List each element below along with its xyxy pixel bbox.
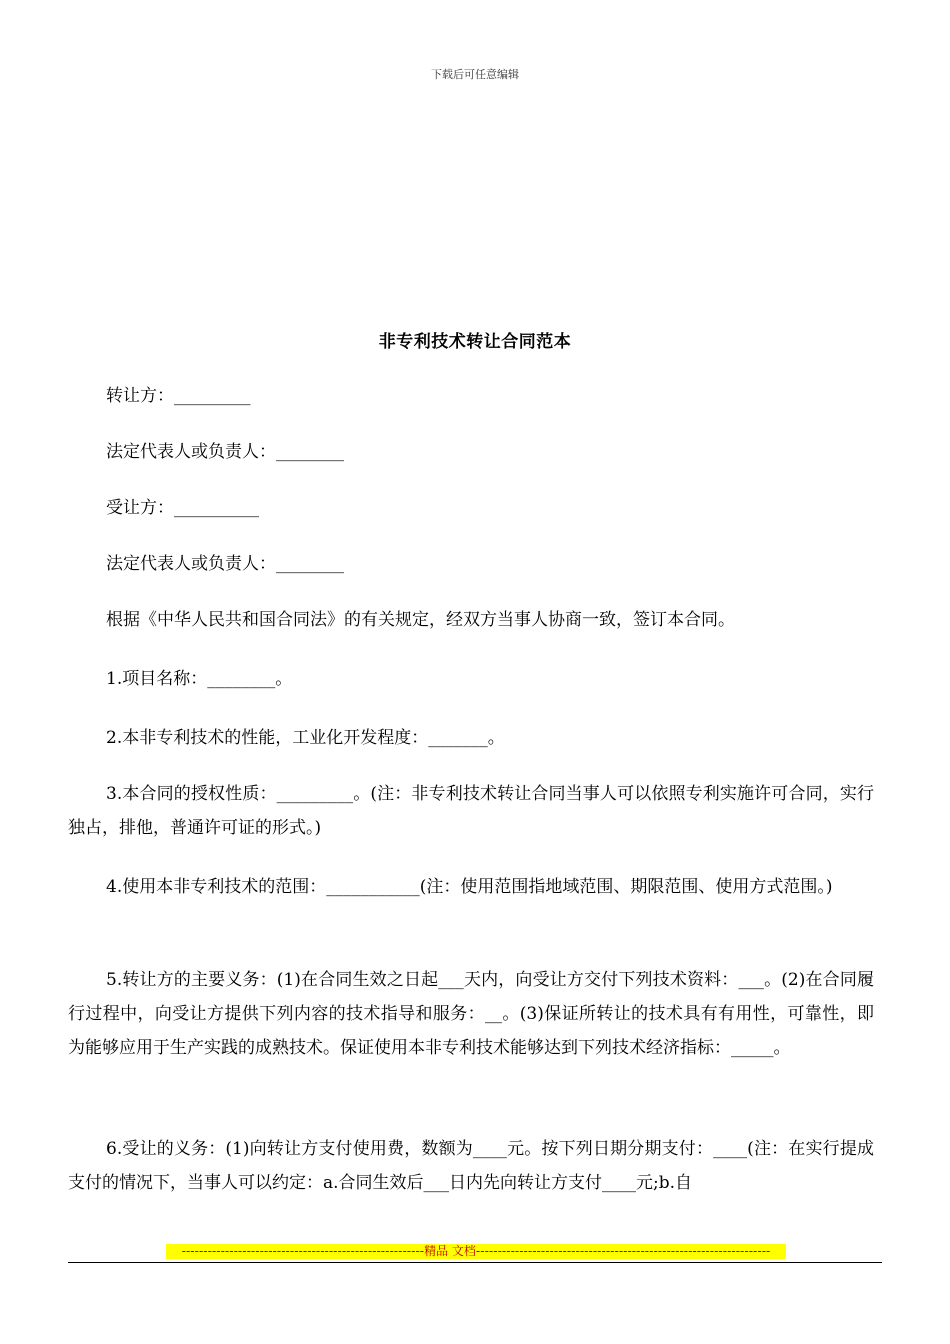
paragraph-clause-3: 3.本合同的授权性质：_________。(注：非专利技术转让合同当事人可以依照专利实施许可合同，实行独占，排他，普通许可证的形式。) [68,784,874,838]
page-header-note: 下载后可任意编辑 [431,68,519,81]
paragraph-transferor-representative: 法定代表人或负责人：________ [106,442,344,462]
paragraph-preamble: 根据《中华人民共和国合同法》的有关规定，经双方当事人协商一致，签订本合同。 [106,610,735,630]
document-title: 非专利技术转让合同范本 [378,332,572,352]
paragraph-clause-5: 5.转让方的主要义务：(1)在合同生效之日起___天内，向受让方交付下列技术资料：___。(2)在合同履行过程中，向受让方提供下列内容的技术指导和服务：__。(3)保证所转让的技术具有有用性，可靠性，即为能够应用于生产实践的成熟技术。保证使用本非专利技术能够达到下列技术经济指标：_____。 [68,970,874,1058]
paragraph-clause-6: 6.受让的义务：(1)向转让方支付使用费，数额为____元。按下列日期分期支付：____(注：在实行提成支付的情况下，当事人可以约定：a.合同生效后___日内先向转让方支付____元;b.自 [68,1139,874,1193]
paragraph-transferor: 转让方：_________ [106,386,251,406]
paragraph-clause-1: 1.项目名称：________。 [106,669,293,689]
paragraph-transferee: 受让方：__________ [106,498,259,518]
paragraph-clause-4: 4.使用本非专利技术的范围：___________(注：使用范围指地域范围、期限范围、使用方式范围。) [106,877,833,897]
paragraph-clause-2: 2.本非专利技术的性能，工业化开发程度：_______。 [106,728,505,748]
footer-banner: --------------------------------------------------------精品 文档-------------------------------------------------------------------- [166,1244,786,1259]
paragraph-transferee-representative: 法定代表人或负责人：________ [106,554,344,574]
footer-divider [68,1262,882,1263]
